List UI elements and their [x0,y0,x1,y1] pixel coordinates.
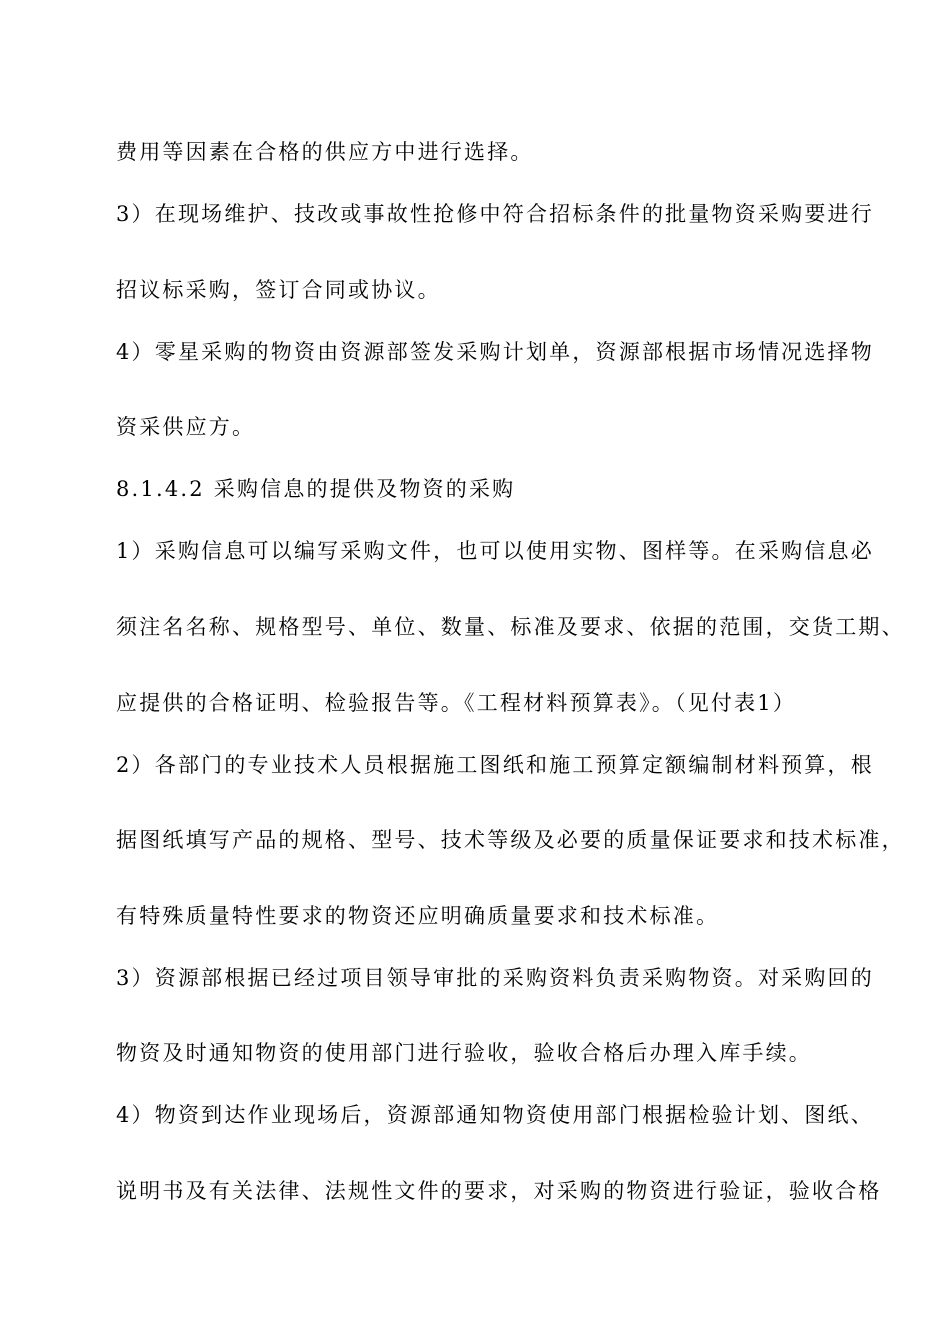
text-line: 3）资源部根据已经过项目领导审批的采购资料负责采购物资。对采购回的 [116,966,874,990]
text-line: 4）零星采购的物资由资源部签发采购计划单，资源部根据市场情况选择物 [116,340,874,364]
text-line: 须注名名称、规格型号、单位、数量、标准及要求、依据的范围，交货工期、 [116,615,905,639]
text-line: 资采供应方。 [116,415,256,439]
text-line: 有特殊质量特性要求的物资还应明确质量要求和技术标准。 [116,904,720,928]
text-line: 物资及时通知物资的使用部门进行验收，验收合格后办理入库手续。 [116,1041,812,1065]
text-line: 说明书及有关法律、法规性文件的要求，对采购的物资进行验证，验收合格 [116,1179,882,1203]
text-line: 应提供的合格证明、检验报告等。《工程材料预算表》。（见付表1） [116,691,797,715]
text-line: 1）采购信息可以编写采购文件，也可以使用实物、图样等。在采购信息必 [116,539,874,563]
text-line: 费用等因素在合格的供应方中进行选择。 [116,140,534,164]
text-line: 2）各部门的专业技术人员根据施工图纸和施工预算定额编制材料预算，根 [116,753,874,777]
text-line: 招议标采购，签订合同或协议。 [116,278,441,302]
text-line: 据图纸填写产品的规格、型号、技术等级及必要的质量保证要求和技术标准， [116,828,905,852]
section-heading: 8.1.4.2 采购信息的提供及物资的采购 [116,477,516,501]
text-line: 4）物资到达作业现场后，资源部通知物资使用部门根据检验计划、图纸、 [116,1103,874,1127]
text-line: 3）在现场维护、技改或事故性抢修中符合招标条件的批量物资采购要进行 [116,202,874,226]
